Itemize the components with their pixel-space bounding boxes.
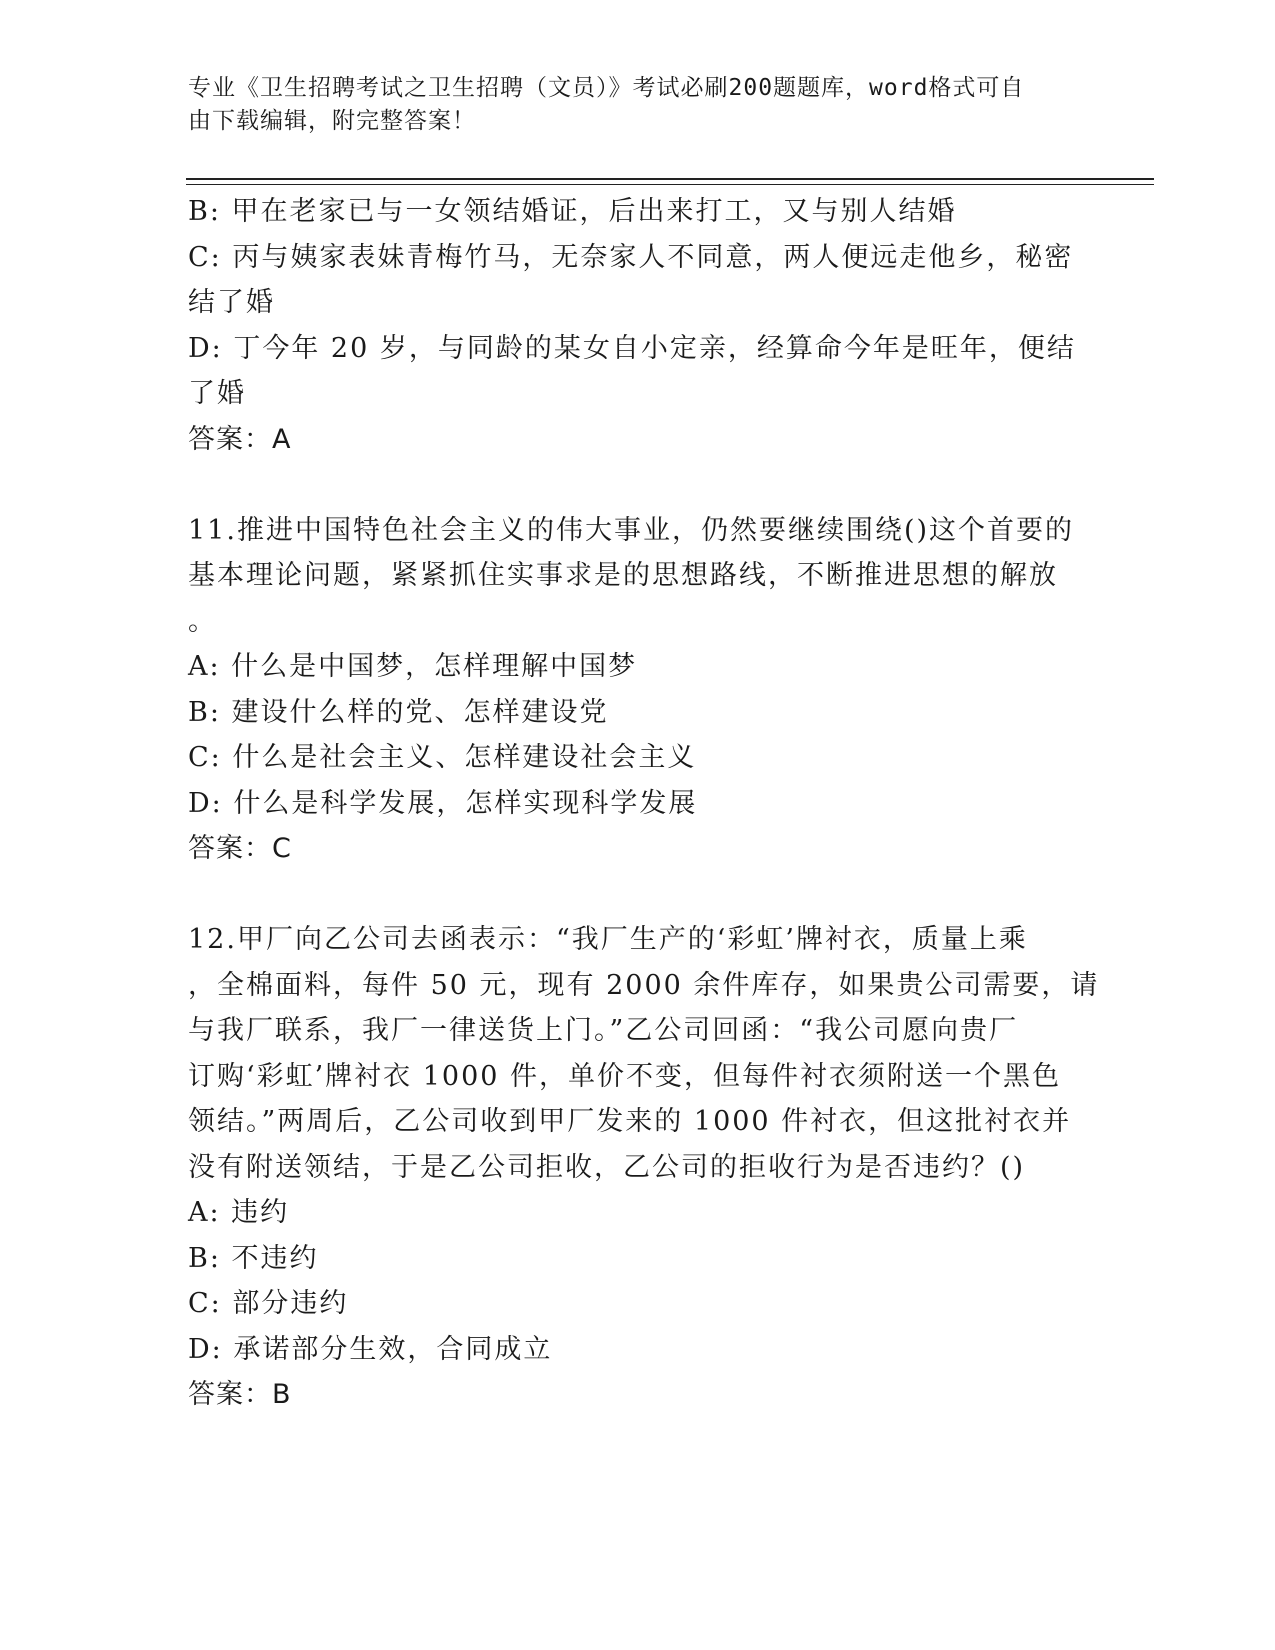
answer-label: 答案：C (188, 833, 292, 864)
question-stem-continued: 基本理论问题，紧紧抓住实事求是的思想路线，不断推进思想的解放 (188, 560, 1058, 591)
header-line-1: 专业《卫生招聘考试之卫生招聘（文员）》考试必刷200题题库，word格式可自 (188, 75, 1025, 101)
option-c: C: 部分违约 (188, 1288, 349, 1319)
option-c-continued: 结了婚 (188, 287, 275, 318)
header-divider-thin (186, 184, 1154, 185)
question-stem-continued: ，全棉面料，每件 50 元，现有 2000 余件库存，如果贵公司需要，请 (188, 969, 1100, 1001)
document-header (188, 72, 1088, 138)
question-spacer (188, 462, 1088, 508)
question-stem-continued: 领结。”两周后，乙公司收到甲厂发来的 1000 件衬衣，但这批衬衣并 (188, 1106, 1072, 1137)
option-a: A: 什么是中国梦，怎样理解中国梦 (188, 651, 638, 682)
question-stem-continued: 。 (188, 605, 217, 637)
question-stem-continued: 与我厂联系，我厂一律送货上门。”乙公司回函：“我公司愿向贵厂 (188, 1015, 1019, 1046)
header-divider-thick (186, 178, 1154, 180)
question-stem: 12.甲厂向乙公司去函表示：“我厂生产的‘彩虹’牌衬衣，质量上乘 (188, 924, 1028, 955)
question-stem: 11.推进中国特色社会主义的伟大事业，仍然要继续围绕()这个首要的 (188, 514, 1075, 546)
option-c: C: 什么是社会主义、怎样建设社会主义 (188, 742, 697, 773)
answer-label: 答案：A (188, 423, 292, 455)
question-stem-continued: 订购‘彩虹’牌衬衣 1000 件，单价不变，但每件衬衣须附送一个黑色 (188, 1060, 1062, 1092)
option-a: A: 违约 (188, 1197, 290, 1228)
option-d: D: 什么是科学发展，怎样实现科学发展 (188, 787, 698, 819)
option-b: B: 甲在老家已与一女领结婚证，后出来打工，又与别人结婚 (188, 196, 957, 227)
question-11-block (188, 508, 1088, 872)
option-d: D: 丁今年 20 岁，与同龄的某女自小定亲，经算命今年是旺年，便结 (188, 332, 1076, 364)
option-c: C: 丙与姨家表妹青梅竹马，无奈家人不同意，两人便远走他乡，秘密 (188, 241, 1074, 273)
answer-label: 答案：B (188, 1379, 292, 1410)
option-d: D: 承诺部分生效，合同成立 (188, 1333, 553, 1365)
question-10-block (188, 189, 1088, 462)
question-12-block (188, 917, 1100, 1418)
question-spacer (188, 872, 1088, 918)
option-b: B: 建设什么样的党、怎样建设党 (188, 696, 609, 728)
question-stem-continued: 没有附送领结，于是乙公司拒收，乙公司的拒收行为是否违约？() (188, 1151, 1026, 1183)
question-content (188, 189, 1100, 1418)
option-d-continued: 了婚 (188, 378, 246, 409)
option-b: B: 不违约 (188, 1242, 319, 1274)
header-line-2: 由下载编辑，附完整答案！ (188, 108, 476, 134)
